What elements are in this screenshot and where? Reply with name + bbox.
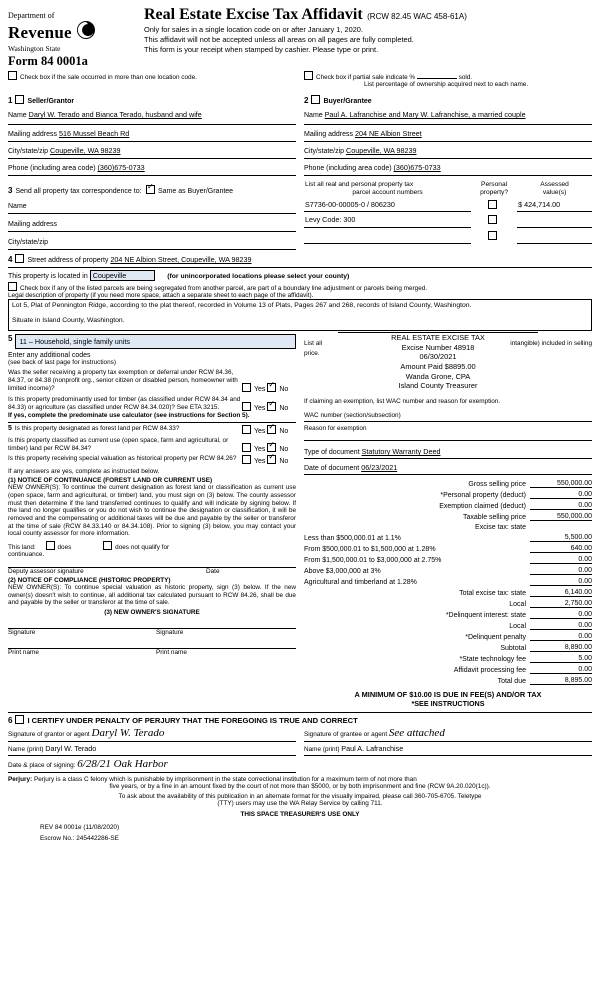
perjury-text-2: five years, or by a fine in an amount fixed by the court of not more than $5000, or by both imprisonment and fine (RCW 9A.20.020(1c)). [109, 783, 491, 791]
amount-value-14[interactable]: 0.00 [530, 633, 592, 641]
assessor-date-label: Date [206, 568, 220, 575]
see-instructions-note: *SEE INSTRUCTIONS [411, 699, 485, 709]
stamp-line-5: Wanda Grone, CPA [405, 371, 471, 381]
use-q2-note: If yes, complete the predominate use calculator (see instructions for Section 5). [8, 412, 250, 420]
use-section-number: 5 [8, 334, 13, 344]
notice-continuance-body: NEW OWNER(S): To continue the current designation as forest land or classification as current use (open space, farm and agricultural, or timber) land, you must sign on (3) below. The county assessor must then determine if the land transferred continues to qualify and will indicate by signing below. If the land no longer qualifies or you do not wish to continue the designation or classification, it will be removed and the compensating or additional taxes will be due and payable by the seller or transferor at the time of sale (RCW 84.33.140 or 84.34.108). Prior to signing (3) below, you may contact your local county assessor for more information. [8, 484, 296, 538]
notice-continuance-title: (1) NOTICE OF CONTINUANCE (FOREST LAND OR CURRENT USE) [8, 477, 213, 485]
this-land-label: This land: [8, 544, 36, 551]
stamp-line-1: REAL ESTATE EXCISE TAX [391, 333, 485, 343]
perjury-label: Perjury: [8, 776, 33, 784]
amount-label-5: Less than $500,000.01 at 1.1% [304, 535, 401, 543]
amount-value-10[interactable]: 6,140.00 [530, 589, 592, 597]
same-as-buyer-label: Same as Buyer/Grantee [157, 188, 234, 196]
perjury-text: Perjury is a class C felony which is punishable by imprisonment in the state correctional institution for a maximum term of not more than [33, 776, 417, 784]
parcel-table-header [304, 180, 592, 198]
use-question-5: Is this property receiving special valuation as historical property per RCW 84.26? [8, 455, 237, 463]
reason-exemption-label: Reason for exemption [304, 425, 367, 433]
document-type-label: Type of document [304, 449, 360, 457]
seller-block [8, 90, 300, 176]
q2-yes-checkbox[interactable] [242, 402, 251, 411]
q3-yes-checkbox[interactable] [242, 425, 251, 434]
ada-note-1: To ask about the availability of this publication in an alternate format for the visually impaired, please call 360-705-6705. Teletype [118, 793, 482, 801]
amount-label-7: From $1,500,000.01 to $3,000,000 at 2.75% [304, 557, 442, 565]
land-does-label: does [57, 544, 72, 551]
buyer-phone-value[interactable]: (360)675-0733 [393, 163, 441, 173]
assessed-col-header: Assessed value(s) [540, 181, 569, 197]
buyer-name-value[interactable]: Paul A. Lafranchise and Mary W. Lafranchise, a married couple [324, 110, 526, 120]
parcel-table-block [300, 180, 592, 250]
partial-sale-label: Check box if partial sale indicate % [316, 74, 416, 82]
legal-situate-text: Situate in Island County, Washington. [12, 317, 125, 325]
seller-mailing-label: Mailing address [8, 131, 58, 139]
document-title-citation: (RCW 82.45 WAC 458-61A) [367, 12, 467, 21]
exemption-instruction: If claiming an exemption, list WAC number and reason for exemption. [304, 398, 501, 406]
use-q4-answers[interactable]: Yes ✓No [242, 443, 296, 453]
amount-label-12: *Delinquent interest: state [445, 612, 526, 620]
amount-label-3: Taxable selling price [462, 514, 526, 522]
multi-location-checkbox-row[interactable] [8, 71, 300, 88]
notice-compliance-body: NEW OWNER(S): To continue special valuation as historic property, sign (3) below. If the new owner(s) doesn't wish to continue, all additional tax calculated pursuant to RCW 84.26, shall be due and payable by the seller or transferor at the time of sale. [8, 584, 296, 607]
treasurer-space-note: THIS SPACE TREASURER'S USE ONLY [240, 811, 360, 819]
q4-no-checkbox[interactable] [267, 443, 276, 452]
assessed-value-0[interactable]: $ 424,714.00 [518, 200, 561, 209]
amount-value-15[interactable]: 8,890.00 [530, 644, 592, 652]
buyer-mailing-value[interactable]: 204 NE Albion Street [354, 129, 422, 139]
agency-name: Revenue [8, 22, 72, 42]
document-title: Real Estate Excise Tax Affidavit [144, 6, 363, 23]
use-q5-answers[interactable]: Yes ✓No [242, 455, 296, 465]
grantor-signature-label: Signature of grantor or agent [8, 731, 90, 739]
amount-label-15: Subtotal [500, 645, 526, 653]
amount-value-11[interactable]: 2,750.00 [530, 600, 592, 608]
personal-property-checkbox-1[interactable] [488, 215, 497, 224]
grantee-signature-label: Signature of grantee or agent [304, 731, 388, 739]
use-q1-answers[interactable]: Yes ✓No [242, 383, 296, 393]
form-number: Form 84 0001a [8, 54, 88, 69]
located-in-note: (for unincorporated locations please select your county) [167, 273, 350, 281]
header-note-2: This affidavit will not be accepted unless all areas on all pages are fully completed. [144, 34, 414, 44]
personal-property-checkbox-0[interactable] [488, 200, 497, 209]
amount-label-2: Exemption claimed (deduct) [439, 503, 526, 511]
partial-sale-sold: sold. [458, 74, 473, 82]
buyer-citystatezip-label: City/state/zip [304, 148, 345, 156]
amount-value-18[interactable]: 8,895.00 [530, 677, 592, 685]
amount-value-17[interactable]: 0.00 [530, 666, 592, 674]
segregation-checkbox[interactable] [8, 282, 17, 291]
see-back-label: (see back of last page for instructions) [8, 359, 116, 367]
grantee-print-value[interactable]: Paul A. Lafranchise [341, 744, 404, 754]
buyer-phone-label: Phone (including area code) [304, 165, 392, 173]
notice-compliance-title: (2) NOTICE OF COMPLIANCE (HISTORIC PROPERTY) [8, 577, 171, 584]
personal-col-header: Personal property? [480, 181, 508, 197]
land-does-checkbox[interactable] [46, 541, 55, 550]
amount-label-10: Total excise tax: state [459, 590, 526, 598]
certification-section [8, 712, 592, 842]
table-row [304, 212, 592, 228]
price-label: price. [304, 350, 320, 358]
document-header [8, 6, 592, 68]
amount-value-13[interactable]: 0.00 [530, 622, 592, 630]
seller-section-number: 1 [8, 96, 13, 106]
corr-citystatezip-label: City/state/zip [8, 239, 49, 247]
minimum-due-note: A MINIMUM OF $10.00 IS DUE IN FEE(S) AND/OR TAX [354, 690, 542, 700]
revenue-swirl-icon [76, 20, 96, 45]
same-as-buyer-checkbox[interactable] [146, 185, 155, 194]
tax-amount-list [304, 480, 592, 685]
grantee-print-label: Name (print) [304, 746, 340, 754]
amount-value-9[interactable]: 0.00 [530, 578, 592, 586]
street-value[interactable]: 204 NE Albion Street, Coupeville, WA 98239 [110, 255, 252, 265]
amount-value-7[interactable]: 0.00 [530, 556, 592, 564]
partial-sale-row[interactable] [300, 71, 592, 88]
new-owner-print-right-label: Print name [156, 649, 187, 657]
intangible-label: intangible) included in selling [510, 340, 592, 348]
amount-label-1: *Personal property (deduct) [440, 492, 526, 500]
correspondence-text: Send all property tax correspondence to: [15, 188, 142, 196]
header-note-1: Only for sales in a single location code on or after January 1, 2020. [144, 25, 363, 34]
grantor-print-value[interactable]: Daryl W. Terado [45, 744, 97, 754]
q5-no-checkbox[interactable] [267, 455, 276, 464]
buyer-mailing-label: Mailing address [304, 131, 354, 139]
legal-description-text: Lot 5, Plat of Pennington Ridge, according to the plat thereof, recorded in Volume 13 of Plats, Pages 267 and 268, records of Island County, Washington. [12, 302, 472, 310]
legal-note: Legal description of property (if you need more space, attach a separate sheet to each page of the affidavit). [8, 292, 314, 300]
header-note-3: This form is your receipt when stamped by cashier. Please type or print. [144, 44, 379, 54]
buyer-block [300, 90, 592, 176]
stamp-line-3: 06/30/2021 [419, 352, 457, 362]
escrow-number: Escrow No.: 245442286-SE [40, 835, 119, 843]
stamp-line-4: Amount Paid $8895.00 [400, 362, 476, 372]
grantor-signature-value[interactable]: Daryl W. Terado [91, 727, 165, 740]
stamp-line-6: Island County Treasurer [398, 381, 478, 391]
seller-citystatezip-value[interactable]: Coupeville, WA 98239 [50, 146, 121, 156]
assessor-signature-label: Deputy assessor signature [8, 568, 84, 575]
seller-name-value[interactable]: Daryl W. Terado and Bianca Terado, husband and wife [28, 110, 202, 120]
personal-property-checkbox-2[interactable] [488, 231, 497, 240]
buyer-citystatezip-value[interactable]: Coupeville, WA 98239 [346, 146, 417, 156]
q2-no-checkbox[interactable] [267, 402, 276, 411]
seller-phone-label: Phone (including area code) [8, 165, 96, 173]
parcel-value-1[interactable]: Levy Code: 300 [305, 215, 356, 224]
land-does-not-label: does not qualify for [115, 544, 170, 551]
amount-value-16[interactable]: 5.00 [530, 655, 592, 663]
street-section-number: 4 [8, 255, 13, 265]
grantee-signature-value[interactable]: See attached [388, 727, 445, 740]
legal-description-field[interactable] [8, 299, 592, 331]
wac-number-label: WAC number (section/subsection) [304, 412, 401, 420]
buyer-section-number: 2 [304, 96, 309, 106]
partial-sale-checkbox[interactable] [304, 71, 313, 80]
seller-citystatezip-label: City/state/zip [8, 148, 49, 156]
date-place-label: Date & place of signing: [8, 762, 76, 770]
amount-label-4: Excise tax: state [475, 524, 526, 532]
amount-value-8[interactable]: 0.00 [530, 567, 592, 575]
agency-dept-line: Department of [8, 11, 55, 20]
corr-name-label: Name [8, 203, 27, 211]
amount-label-18: Total due [497, 678, 526, 686]
document-date-value[interactable]: 06/23/2021 [361, 463, 398, 473]
located-in-select[interactable]: Coupeville [90, 270, 156, 281]
parcel-value-0[interactable]: S7736-00-00005-0 / 806230 [305, 200, 395, 209]
buyer-heading: Buyer/Grantee [323, 98, 372, 106]
seller-checkbox[interactable] [15, 95, 24, 104]
seller-heading: Seller/Grantor [27, 98, 75, 106]
q1-yes-checkbox[interactable] [242, 383, 251, 392]
use-q2-answers[interactable]: Yes ✓No [242, 402, 296, 412]
street-label: Street address of property [27, 257, 109, 265]
certify-checkbox[interactable] [15, 715, 24, 724]
q1-no-checkbox[interactable] [267, 383, 276, 392]
continuance-label: continuance. [8, 551, 45, 558]
list-all-label: List all [304, 340, 323, 348]
amount-label-16: *State technology fee [459, 656, 526, 664]
correspondence-block [8, 180, 300, 250]
seller-phone-value[interactable]: (360)675-0733 [97, 163, 145, 173]
amount-label-14: *Delinquent penalty [465, 634, 526, 642]
street-address-block [8, 254, 592, 331]
buyer-checkbox[interactable] [311, 95, 320, 104]
certify-title: I CERTIFY UNDER PENALTY OF PERJURY THAT THE FOREGOING IS TRUE AND CORRECT [27, 716, 358, 726]
if-any-yes-note: If any answers are yes, complete as instructed below. [8, 468, 160, 476]
agency-logo [8, 6, 138, 68]
treasurer-stamp [304, 334, 592, 392]
amount-value-5[interactable]: 5,500.00 [530, 534, 592, 542]
amount-value-0[interactable]: 550,000.00 [530, 480, 592, 488]
tax-section [300, 334, 592, 708]
amount-label-13: Local [509, 623, 526, 631]
correspondence-section-number: 3 [8, 186, 13, 196]
use-section: 5 11 – Household, single family units Enter any additional codes (see back of last page for instructions) Was the seller receiving a property tax exemption or deferral under RCW 84.36, 84.37, or 84.38 (nonprofit org., senior citizen or disabled person, homeowner with limited income)? Yes ✓No Is this property predominantly used for timber (as classified under RCW 84.34 and 84.33) or agriculture (as classified under RCW 84.34.020)? See ETA 3215. Yes ✓No If yes, complete the predominate use calculator (see instructions for Section 5). 5 Is this property designated as forest land per RCW 84.33? Yes ✓No Is this property classified as current use (open space, farm and agricultural, or timber) land per RCW 84.34? Yes ✓No Is this property receiving special valuation as historical property per RCW 84.26? Yes ✓No If any answers are yes, complete as instructed below. (1) NOTICE OF CONTINUANCE (FOREST LAND OR CURRENT USE) NEW OWNER(S): To continue the current designation as forest land or classification as current use (open space, farm and agricultural, or timber) land, you must sign on (3) below. The county assessor must then determine if the land transferred continues to qualify and will indicate by signing below. If the land no longer qualifies or you do not wish to continue the designation or classification, it will be removed and the compensating or additional taxes will be due and payable by the seller or transferor at the time of sale (RCW 84.33.140 or 84.34.108). Prior to signing (3) below, you may contact your local county assessor for more information. This land: does does not qualify for continuance. Deputy assessor signature Date (2) NOTICE OF COMPLIANCE (HISTORIC PROPERTY) NEW OWNER(S): To continue special valuation as historic property, sign (3) below. If the new owner(s) doesn't wish to continue, all additional tax calculated pursuant to RCW 84.26, shall be due and payable by the seller or transferor at the time of sale. (3) NEW OWNER'S SIGNATURE Signature Signature Print name Print name [8, 334, 300, 708]
seller-name-label: Name [8, 112, 27, 120]
amount-value-2[interactable]: 0.00 [530, 502, 592, 510]
amount-value-6[interactable]: 640.00 [530, 545, 592, 553]
buyer-name-label: Name [304, 112, 323, 120]
multi-location-checkbox[interactable] [8, 71, 17, 80]
document-date-label: Date of document [304, 465, 360, 473]
affidavit-page [0, 6, 600, 994]
stamp-line-2: Excise Number 48918 [401, 342, 475, 352]
amount-label-6: From $500,000.01 to $1,500,000 at 1.28% [304, 546, 436, 554]
date-place-value[interactable]: 6/28/21 Oak Harbor [77, 758, 168, 771]
document-type-value[interactable]: Statutory Warranty Deed [361, 447, 441, 457]
revision-number: REV 84 0001e (11/08/2020) [40, 824, 120, 832]
q3-no-checkbox[interactable] [267, 425, 276, 434]
parcel-table [304, 180, 592, 244]
parcel-col-header: List all real and personal property tax parcel account numbers [305, 181, 423, 197]
amount-value-1[interactable]: 0.00 [530, 491, 592, 499]
amount-label-11: Local [509, 601, 526, 609]
q5-yes-checkbox[interactable] [242, 455, 251, 464]
street-checkbox[interactable] [15, 254, 24, 263]
amount-label-17: Affidavit processing fee [453, 667, 526, 675]
land-use-select[interactable]: 11 – Household, single family units [15, 334, 296, 349]
new-owner-sig-left-label: Signature [8, 629, 36, 637]
use-question-1: Was the seller receiving a property tax exemption or deferral under RCW 84.36, 84.37, or 84.38 (nonprofit org., senior citizen or disabled person, homeowner with limited income)? [8, 369, 238, 393]
amount-label-0: Gross selling price [468, 481, 526, 489]
amount-value-12[interactable]: 0.00 [530, 611, 592, 619]
new-owner-print-left-label: Print name [8, 649, 39, 657]
seller-mailing-value[interactable]: 516 Mussel Beach Rd [58, 129, 130, 139]
ada-note-2: (TTY) users may use the WA Relay Service by calling 711. [217, 800, 383, 808]
use-question-2: Is this property predominantly used for timber (as classified under RCW 84.34 and 84.33) or agriculture (as classified under RCW 84.34.020)? See ETA 3215. [8, 396, 241, 412]
agency-state: Washington State [8, 44, 61, 54]
use-question-3: Is this property designated as forest land per RCW 84.33? [14, 425, 180, 433]
grantor-print-label: Name (print) [8, 746, 44, 754]
amount-value-3[interactable]: 550,000.00 [530, 513, 592, 521]
land-does-not-checkbox[interactable] [103, 541, 112, 550]
q4-yes-checkbox[interactable] [242, 443, 251, 452]
segregation-label: Check box if any of the listed parcels are being segregated from another parcel, are part of a boundary line adjustment or parcels being merged. [20, 285, 428, 293]
located-in-label: This property is located in [8, 273, 88, 281]
corr-mailing-label: Mailing address [8, 221, 58, 229]
new-owner-sig-right-label: Signature [156, 629, 184, 637]
new-owner-signature-title: (3) NEW OWNER'S SIGNATURE [104, 609, 200, 617]
amount-label-8: Above $3,000,000 at 3% [304, 568, 381, 576]
partial-sale-note: List percentage of ownership acquired next to each name. [364, 81, 529, 89]
table-row [304, 228, 592, 244]
multi-location-label: Check box if the sale occurred in more than one location code. [20, 74, 197, 82]
table-row [304, 198, 592, 212]
enter-codes-label: Enter any additional codes [8, 352, 91, 360]
amount-label-9: Agricultural and timberland at 1.28% [304, 579, 417, 587]
use-q3-answers[interactable]: Yes ✓No [242, 425, 296, 435]
certify-section-number: 6 [8, 716, 13, 726]
use-question-4: Is this property classified as current use (open space, farm and agricultural, or timber) land per RCW 84.34? [8, 437, 229, 453]
